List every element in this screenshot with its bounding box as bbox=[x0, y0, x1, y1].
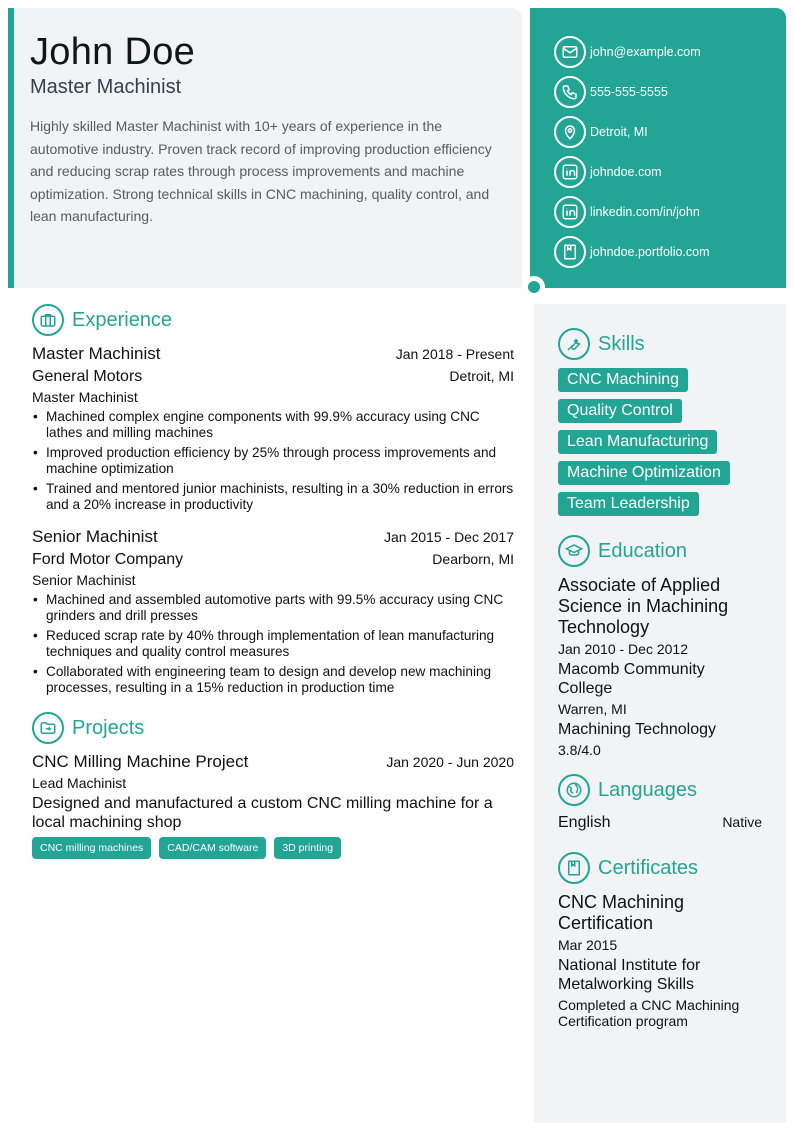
job-title: Senior Machinist bbox=[32, 527, 158, 546]
header-summary-panel bbox=[8, 8, 522, 288]
company-name: General Motors bbox=[32, 368, 143, 385]
main-column bbox=[32, 302, 514, 859]
certificates-heading: Certificates bbox=[558, 850, 762, 886]
job-location: Detroit, MI bbox=[449, 368, 514, 384]
certificate-description: Completed a CNC Machining Certification program bbox=[558, 997, 740, 1029]
job-bullets bbox=[32, 409, 514, 513]
education-heading: Education bbox=[558, 533, 762, 569]
contact-location[interactable] bbox=[554, 112, 786, 152]
skill-badge: CNC Machining bbox=[558, 368, 688, 392]
skills-list bbox=[558, 368, 762, 523]
job-role: Senior Machinist bbox=[32, 572, 136, 588]
graduation-cap-icon bbox=[558, 535, 590, 567]
candidate-title: Master Machinist bbox=[30, 76, 182, 98]
skill-badge: Team Leadership bbox=[558, 492, 699, 516]
contact-text: john@example.com bbox=[590, 45, 701, 59]
skill-badge: Lean Manufacturing bbox=[558, 430, 717, 454]
contact-text: linkedin.com/in/john bbox=[590, 205, 700, 219]
project-role: Lead Machinist bbox=[32, 775, 127, 791]
contact-text: Detroit, MI bbox=[590, 125, 648, 139]
tag: CAD/CAM software bbox=[159, 837, 266, 859]
linkedin-icon bbox=[554, 156, 586, 188]
languages-heading: Languages bbox=[558, 772, 762, 808]
projects-heading: Projects bbox=[32, 710, 514, 746]
experience-entry bbox=[32, 527, 514, 696]
language-level: Native bbox=[722, 814, 762, 830]
skill-badge: Machine Optimization bbox=[558, 461, 730, 485]
skills-heading: Skills bbox=[558, 326, 762, 362]
folder-icon bbox=[32, 712, 64, 744]
decorative-dot bbox=[528, 281, 540, 293]
portfolio-icon bbox=[554, 236, 586, 268]
contact-portfolio[interactable] bbox=[554, 232, 786, 272]
education-school: Macomb Community College bbox=[558, 661, 705, 697]
tag: CNC milling machines bbox=[32, 837, 151, 859]
candidate-name: John Doe bbox=[30, 31, 196, 73]
contact-panel bbox=[530, 8, 786, 288]
contact-text: johndoe.portfolio.com bbox=[590, 245, 710, 259]
certificate-name: CNC Machining Certification bbox=[558, 892, 685, 933]
certificate-icon bbox=[558, 852, 590, 884]
job-dates: Jan 2015 - Dec 2017 bbox=[384, 529, 514, 545]
contact-website[interactable] bbox=[554, 152, 786, 192]
company-name: Ford Motor Company bbox=[32, 551, 184, 568]
language-name: English bbox=[558, 814, 611, 831]
job-role: Master Machinist bbox=[32, 389, 138, 405]
experience-heading: Experience bbox=[32, 302, 514, 338]
job-title: Master Machinist bbox=[32, 344, 161, 363]
linkedin-icon bbox=[554, 196, 586, 228]
project-dates: Jan 2020 - Jun 2020 bbox=[386, 754, 514, 770]
email-icon bbox=[554, 36, 586, 68]
skill-badge: Quality Control bbox=[558, 399, 682, 423]
experience-entry bbox=[32, 344, 514, 513]
contact-email[interactable] bbox=[554, 32, 786, 72]
education-location: Warren, MI bbox=[558, 701, 627, 717]
certificate-date: Mar 2015 bbox=[558, 937, 618, 953]
bullet-item: • Machined and assembled automotive parts with 99.5% accuracy using CNC grinders and drill presses bbox=[32, 592, 514, 624]
job-bullets bbox=[32, 592, 514, 696]
contact-phone[interactable] bbox=[554, 72, 786, 112]
certificate-issuer: National Institute for Metalworking Skills bbox=[558, 957, 701, 993]
bullet-item: • Collaborated with engineering team to design and develop new machining processes, resulting in a 15% reduction in production time bbox=[32, 664, 514, 696]
bullet-item: • Machined complex engine components with 99.9% accuracy using CNC lathes and milling machines bbox=[32, 409, 514, 441]
job-location: Dearborn, MI bbox=[432, 551, 514, 567]
wrench-icon bbox=[558, 328, 590, 360]
project-title: CNC Milling Machine Project bbox=[32, 752, 249, 771]
education-field: Machining Technology bbox=[558, 721, 717, 738]
briefcase-icon bbox=[32, 304, 64, 336]
education-dates: Jan 2010 - Dec 2012 bbox=[558, 641, 688, 657]
tag: 3D printing bbox=[274, 837, 341, 859]
phone-icon bbox=[554, 76, 586, 108]
project-tags bbox=[32, 837, 514, 859]
bullet-item: • Improved production efficiency by 25% through process improvements and machine optimization bbox=[32, 445, 514, 477]
language-row bbox=[558, 814, 762, 832]
location-icon bbox=[554, 116, 586, 148]
education-gpa: 3.8/4.0 bbox=[558, 742, 601, 758]
job-dates: Jan 2018 - Present bbox=[395, 346, 514, 362]
contact-linkedin[interactable] bbox=[554, 192, 786, 232]
education-degree: Associate of Applied Science in Machining Technology bbox=[558, 575, 729, 637]
sidebar bbox=[534, 304, 786, 1123]
project-entry bbox=[32, 752, 514, 859]
summary-text: Highly skilled Master Machinist with 10+ years of experience in the automotive industry. Proven track record of improving production efficiency and reducing scrap rates through process improvements and machine optimization. Strong technical skills in CNC machining, quality control, and lean manufacturing. bbox=[30, 118, 492, 225]
contact-text: 555-555-5555 bbox=[590, 85, 668, 99]
bullet-item: • Trained and mentored junior machinists, resulting in a 30% reduction in errors and a 20% increase in productivity bbox=[32, 481, 514, 513]
project-description: Designed and manufactured a custom CNC milling machine for a local machining shop bbox=[32, 795, 493, 831]
contact-text: johndoe.com bbox=[590, 165, 662, 179]
globe-icon bbox=[558, 774, 590, 806]
bullet-item: • Reduced scrap rate by 40% through implementation of lean manufacturing techniques and quality control measures bbox=[32, 628, 514, 660]
